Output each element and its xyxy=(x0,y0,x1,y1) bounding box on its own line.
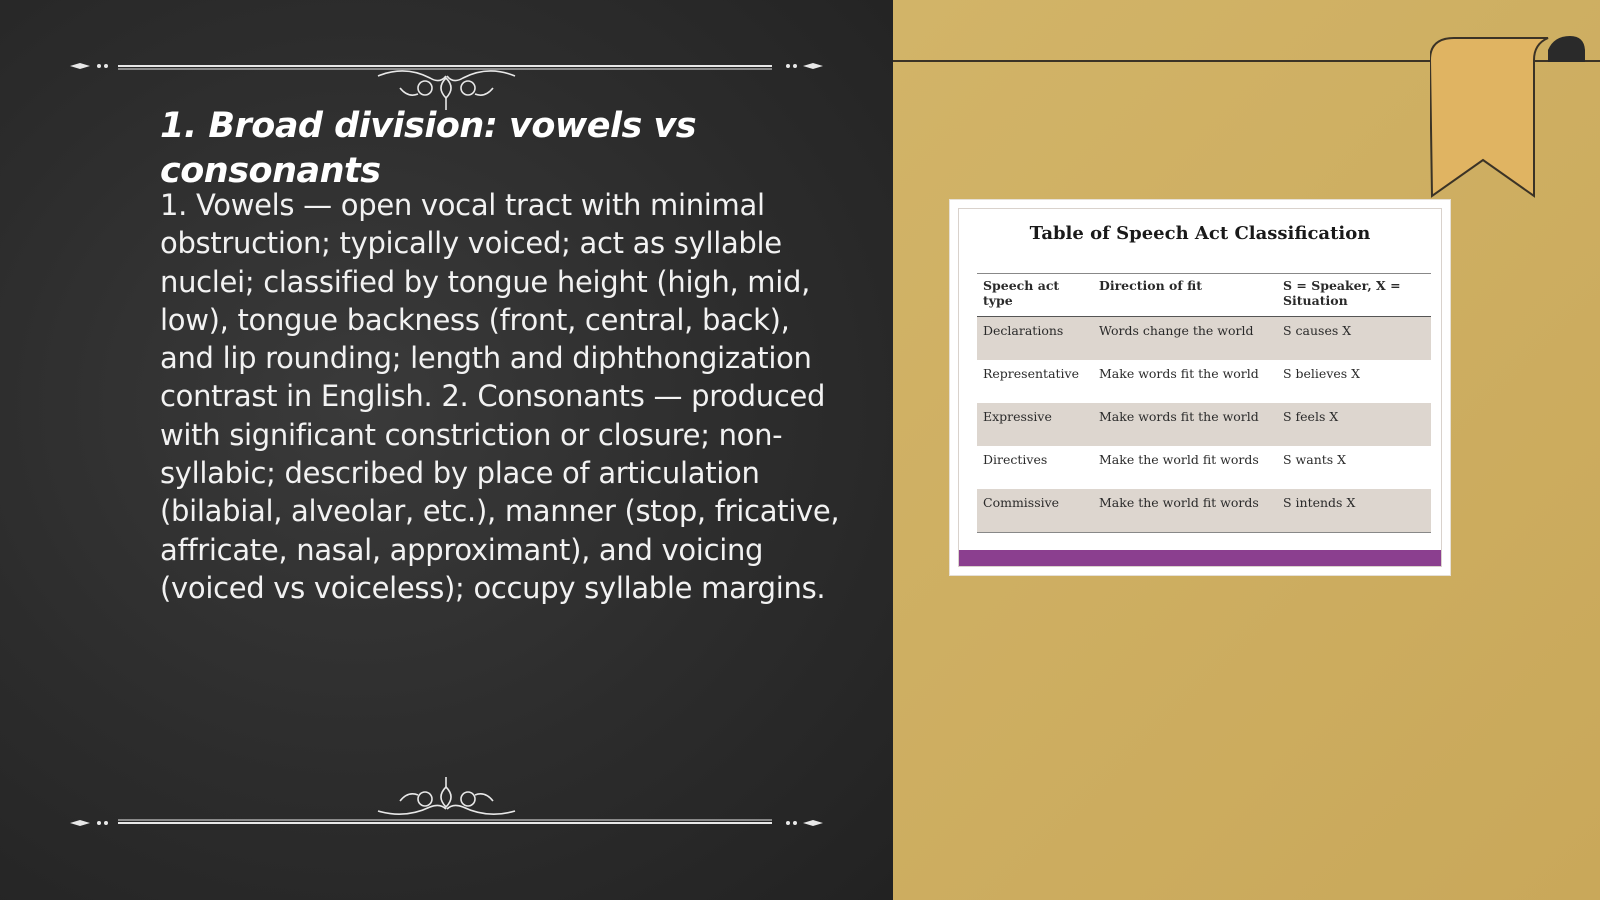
table-inner-border xyxy=(958,208,1442,567)
table-cell: S feels X xyxy=(1277,403,1431,446)
slide-title: 1. Broad division: vowels vs consonants xyxy=(160,106,697,191)
table-cell: Make words fit the world xyxy=(1093,360,1277,403)
slide-body-text: 1. Vowels — open vocal tract with minimal obstruction; typically voiced; act as syllable nuclei; classified by tongue height (high, mid, low), tongue backness (front, central, back), and lip rounding; length and diphthongization contrast in English. 2. Consonants — produced with significant constriction or closure; non-syllabic; described by place of articulation (bilabial, alveolar, etc.), manner (stop, fricative, affricate, nasal, approximant), and voicing (voiced vs voiceless); occupy syllable margins. xyxy=(160,188,840,605)
speech-act-table-image xyxy=(950,200,1450,575)
table-accent-bar xyxy=(959,550,1441,566)
table-cell: Commissive xyxy=(977,489,1093,533)
bottom-ornament-divider-icon xyxy=(0,775,893,815)
speech-act-table xyxy=(977,273,1431,533)
top-ornament-divider-icon xyxy=(0,50,893,90)
table-header-row xyxy=(977,274,1431,317)
table-header-cell: Direction of fit xyxy=(1093,274,1277,317)
table-cell: Words change the world xyxy=(1093,317,1277,361)
table-row xyxy=(977,489,1431,533)
table-header-cell: S = Speaker, X = Situation xyxy=(1277,274,1431,317)
table-row xyxy=(977,446,1431,489)
bookmark-ribbon-icon xyxy=(1430,36,1585,201)
table-cell: Representative xyxy=(977,360,1093,403)
table-cell: Make the world fit words xyxy=(1093,489,1277,533)
table-cell: S intends X xyxy=(1277,489,1431,533)
table-header-cell: Speech act type xyxy=(977,274,1093,317)
table-title: Table of Speech Act Classification xyxy=(1029,223,1371,244)
table-cell: Expressive xyxy=(977,403,1093,446)
table-cell: S causes X xyxy=(1277,317,1431,361)
table-row xyxy=(977,360,1431,403)
table-cell: S wants X xyxy=(1277,446,1431,489)
table-cell: S believes X xyxy=(1277,360,1431,403)
table-cell: Make words fit the world xyxy=(1093,403,1277,446)
table-row xyxy=(977,403,1431,446)
table-cell: Make the world fit words xyxy=(1093,446,1277,489)
table-row xyxy=(977,317,1431,361)
table-cell: Declarations xyxy=(977,317,1093,361)
table-cell: Directives xyxy=(977,446,1093,489)
